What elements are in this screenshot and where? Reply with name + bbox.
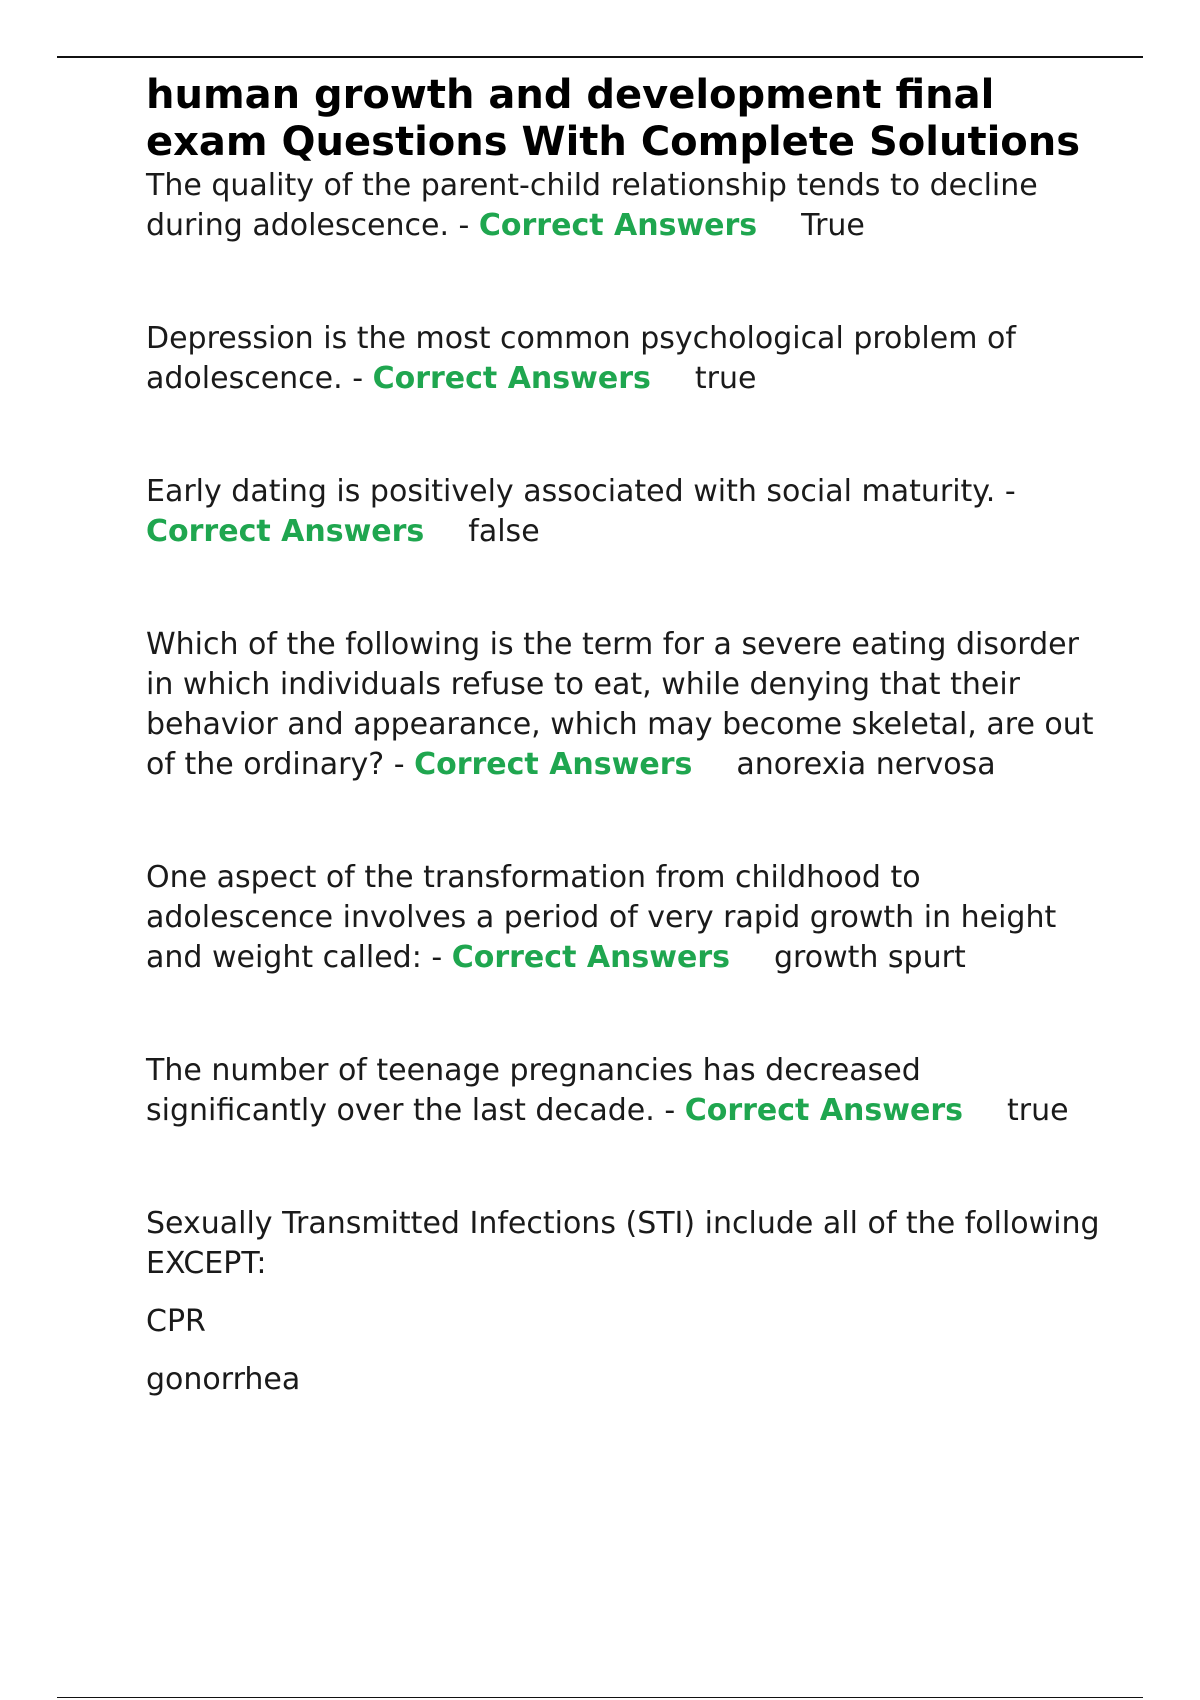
question-text: One aspect of the transformation from childhood to adolescence involves a period of very rapid growth in height and weight called: - xyxy=(146,860,1057,975)
answer-label: Correct Answers xyxy=(478,208,758,243)
answer-value: growth spurt xyxy=(774,940,966,975)
question-text: Early dating is positively associated with social maturity. - xyxy=(146,474,1016,509)
qa-item-1 xyxy=(146,166,1106,246)
answer-label: Correct Answers xyxy=(414,747,693,782)
page-title: human growth and development final exam Questions With Complete Solutions xyxy=(146,72,1081,165)
answer-value: anorexia nervosa xyxy=(736,747,996,782)
answer-value: true xyxy=(694,361,757,396)
answer-label: Correct Answers xyxy=(146,514,425,549)
document-body xyxy=(146,72,1106,1400)
qa-item-7 xyxy=(146,1204,1106,1284)
question-text: The number of teenage pregnancies has decreased significantly over the last decade. - xyxy=(146,1053,921,1128)
option-1: CPR xyxy=(146,1304,206,1339)
answer-label: Correct Answers xyxy=(684,1093,963,1128)
qa-item-2 xyxy=(146,319,1106,399)
bottom-rule xyxy=(57,1697,1143,1698)
question-text: Sexually Transmitted Infections (STI) include all of the following EXCEPT: xyxy=(146,1206,1100,1281)
answer-value: false xyxy=(468,514,540,549)
answer-value: true xyxy=(1006,1093,1069,1128)
question-text: Depression is the most common psychological problem of adolescence. - xyxy=(146,321,1016,396)
answer-value: True xyxy=(801,208,865,243)
top-rule xyxy=(57,56,1143,58)
qa-item-5 xyxy=(146,858,1106,978)
qa-item-4 xyxy=(146,625,1106,785)
option-2: gonorrhea xyxy=(146,1362,301,1397)
question-text: The quality of the parent-child relationship tends to decline during adolescence. - xyxy=(146,168,1038,243)
question-text: Which of the following is the term for a severe eating disorder in which individuals refuse to eat, while denying that their behavior and appearance, which may become skeletal, are out of the ordinary? - xyxy=(146,627,1094,782)
answer-label: Correct Answers xyxy=(451,940,730,975)
qa-item-6 xyxy=(146,1051,1106,1131)
answer-label: Correct Answers xyxy=(372,361,651,396)
qa-item-3 xyxy=(146,472,1106,552)
